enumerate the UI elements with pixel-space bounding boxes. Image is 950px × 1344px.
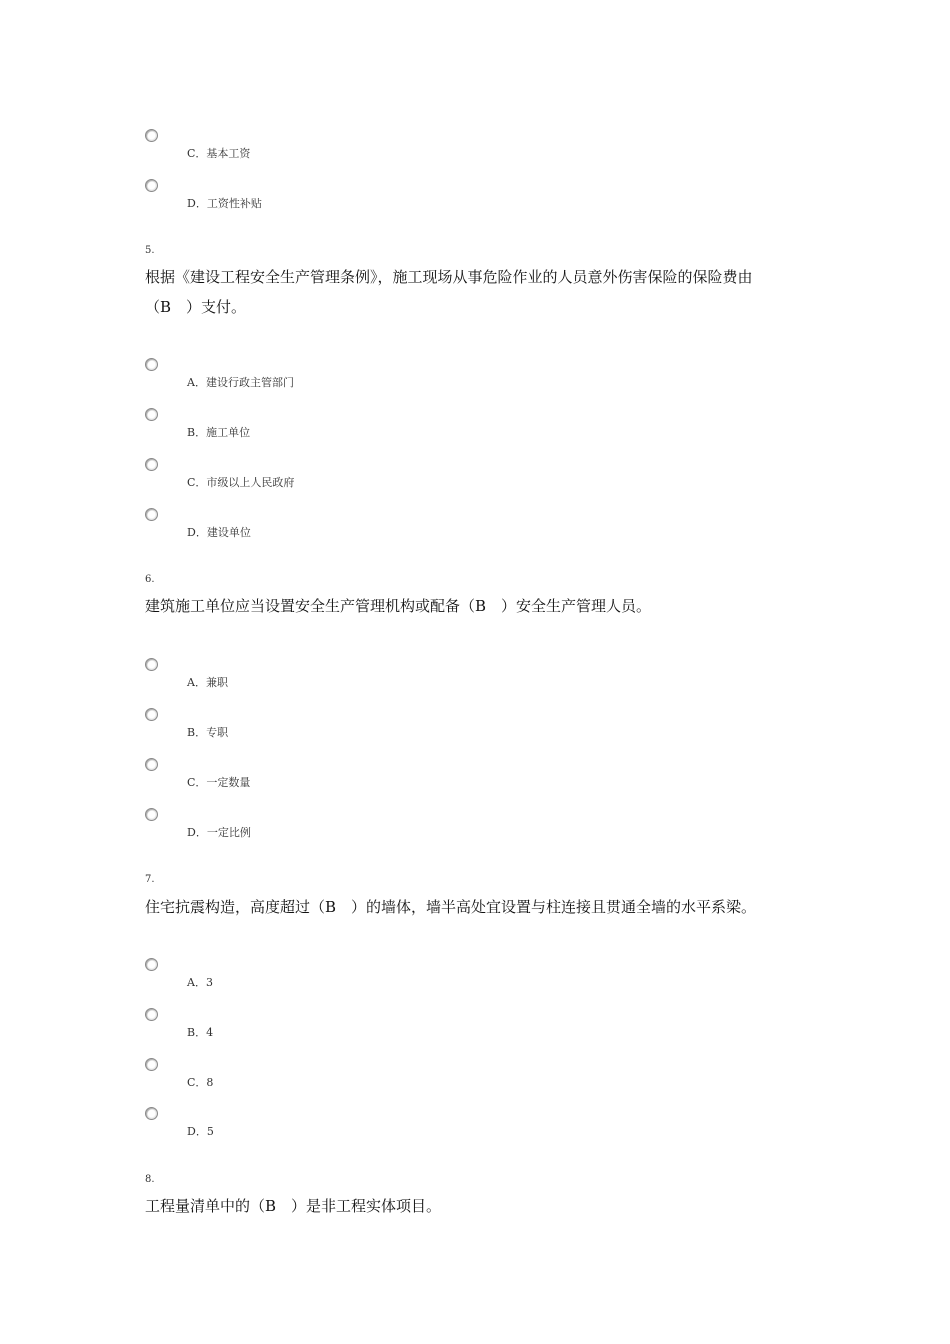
q6-option-a: A．兼职 [187, 676, 228, 689]
q6-stem: 建筑施工单位应当设置安全生产管理机构或配备（B ）安全生产管理人员。 [145, 597, 652, 615]
q6-radio-c[interactable] [145, 758, 158, 771]
q5-radio-c[interactable] [145, 458, 158, 471]
q6-radio-b[interactable] [145, 708, 158, 721]
q6-option-d: D．一定比例 [187, 826, 251, 839]
q4-option-d: D．工资性补贴 [187, 197, 262, 210]
q7-option-c: C．8 [187, 1076, 214, 1089]
q7-stem: 住宅抗震构造，高度超过（B ）的墙体，墙半高处宜设置与柱连接且贯通全墙的水平系梁。 [145, 898, 757, 916]
q8-number: 8. [145, 1174, 155, 1185]
q7-number: 7. [145, 874, 155, 885]
q5-option-d: D．建设单位 [187, 526, 251, 539]
q7-option-b: B．4 [187, 1026, 214, 1039]
q7-radio-a[interactable] [145, 958, 158, 971]
q7-radio-d[interactable] [145, 1107, 158, 1120]
q5-option-b: B．施工单位 [187, 426, 251, 439]
q4-radio-d[interactable] [145, 179, 158, 192]
q8-stem: 工程量清单中的（B ）是非工程实体项目。 [145, 1197, 442, 1215]
q6-number: 6. [145, 574, 155, 585]
q5-radio-a[interactable] [145, 358, 158, 371]
q4-option-c: C．基本工资 [187, 147, 251, 160]
q6-option-b: B．专职 [187, 726, 229, 739]
q6-radio-d[interactable] [145, 808, 158, 821]
q5-option-c: C．市级以上人民政府 [187, 476, 295, 489]
q4-radio-c[interactable] [145, 129, 158, 142]
q5-stem-line2: （B ）支付。 [145, 298, 247, 316]
q7-option-a: A．3 [187, 976, 213, 989]
q5-radio-b[interactable] [145, 408, 158, 421]
q6-option-c: C．一定数量 [187, 776, 251, 789]
q5-number: 5. [145, 245, 155, 256]
q5-stem-line1: 根据《建设工程安全生产管理条例》，施工现场从事危险作业的人员意外伤害保险的保险费由 [145, 268, 753, 286]
q5-option-a: A．建设行政主管部门 [187, 376, 294, 389]
q7-radio-b[interactable] [145, 1008, 158, 1021]
q6-radio-a[interactable] [145, 658, 158, 671]
q7-radio-c[interactable] [145, 1058, 158, 1071]
q7-option-d: D．5 [187, 1125, 214, 1138]
q5-radio-d[interactable] [145, 508, 158, 521]
